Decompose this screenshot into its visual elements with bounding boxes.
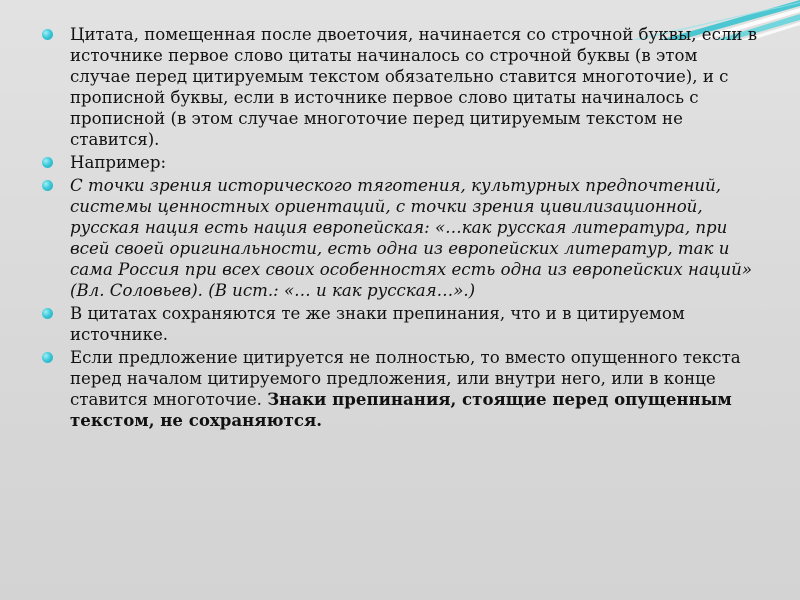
bullet-list <box>40 24 760 431</box>
list-item <box>40 152 760 173</box>
list-item-text: Цитата, помещенная после двоеточия, начинается со строчной буквы, если в источнике первое слово цитаты начиналось со строчной буквы (в этом случае перед цитируемым текстом обязательно ставится многоточие), и с прописной буквы, если в источнике первое слово цитаты начиналось с прописной (в этом случае многоточие перед цитируемым текстом не ставится). <box>70 25 758 149</box>
list-item <box>40 24 760 150</box>
circle-bullet-icon <box>42 180 53 191</box>
circle-bullet-icon <box>42 308 53 319</box>
slide-content <box>40 24 760 433</box>
list-item-text: В цитатах сохраняются те же знаки препинания, что и в цитируемом источнике. <box>70 304 685 344</box>
list-item-text: Если предложение цитируется не полностью, то вместо опущенного текста перед началом цитируемого предложения, или внутри него, или в конце ставится многоточие. <box>70 348 741 409</box>
list-item <box>40 303 760 345</box>
list-item-text: Например: <box>70 153 167 172</box>
circle-bullet-icon <box>42 352 53 363</box>
list-item-bold-text: Знаки препинания, стоящие перед опущенным текстом, не сохраняются. <box>70 389 732 430</box>
circle-bullet-icon <box>42 157 53 168</box>
list-item-text: С точки зрения исторического тяготения, культурных предпочтений, системы ценностных ориентаций, с точки зрения цивилизационной, русская нация есть нация европейская: «…как русская литература, при всей своей оригинальности, есть одна из европейских литератур, так и сама Россия при всех своих особенностях есть одна из европейских наций» (Вл. Соловьев). (В ист.: «… и как русская…».) <box>70 176 752 300</box>
list-item <box>40 175 760 301</box>
circle-bullet-icon <box>42 29 53 40</box>
list-item <box>40 347 760 431</box>
